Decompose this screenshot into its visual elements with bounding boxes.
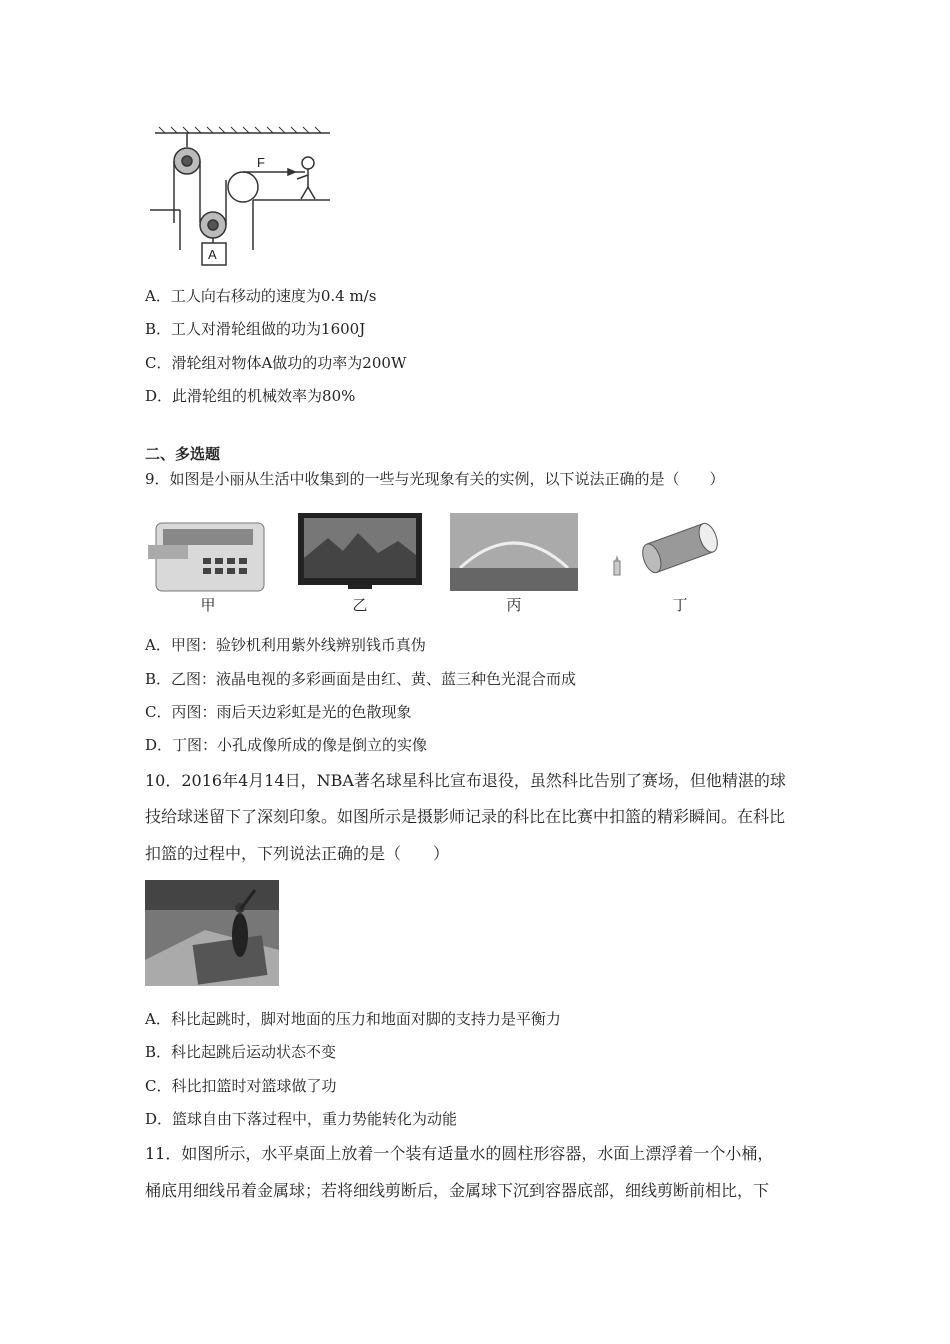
caption-jia: 甲 [200, 596, 216, 614]
q8-option-b: B．工人对滑轮组做的功为1600J [145, 320, 366, 338]
q8-option-c: C．滑轮组对物体A做功的功率为200W [145, 354, 407, 372]
q10-option-a: A．科比起跳时，脚对地面的压力和地面对脚的支持力是平衡力 [145, 1010, 561, 1028]
q10-stem-line-3: 扣篮的过程中，下列说法正确的是（ ） [145, 844, 450, 863]
q10-option-c: C．科比扣篮时对篮球做了功 [145, 1077, 337, 1095]
caption-yi: 乙 [352, 596, 368, 614]
q8-option-a: A．工人向右移动的速度为0.4 m/s [145, 287, 377, 305]
q9-option-b: B．乙图：液晶电视的多彩画面是由红、黄、蓝三种色光混合而成 [145, 670, 577, 688]
block-label: A [208, 247, 217, 262]
caption-ding: 丁 [672, 596, 688, 614]
lcd-tv-image [298, 513, 422, 589]
q10-stem-line-1: 10．2016年4月14日，NBA著名球星科比宣布退役，虽然科比告别了赛场，但他精湛的球 [145, 771, 786, 790]
q8-option-d: D．此滑轮组的机械效率为80% [145, 387, 356, 405]
q11-stem-line-2: 桶底用细线吊着金属球；若将细线剪断后，金属球下沉到容器底部，细线剪断前相比，下 [145, 1181, 770, 1200]
q9-option-a: A．甲图：验钞机利用紫外线辨别钱币真伪 [145, 636, 426, 654]
force-label: F [257, 155, 265, 170]
money-detector-image [148, 513, 268, 593]
q9-stem: 9．如图是小丽从生活中收集到的一些与光现象有关的实例，以下说法正确的是（ ） [145, 470, 725, 488]
q9-option-d: D．丁图：小孔成像所成的像是倒立的实像 [145, 736, 428, 754]
q10-option-d: D．篮球自由下落过程中，重力势能转化为动能 [145, 1110, 458, 1128]
pulley-system-figure [145, 125, 335, 270]
q10-option-b: B．科比起跳后运动状态不变 [145, 1043, 337, 1061]
basketball-dunk-photo [145, 880, 279, 986]
section-title: 二、多选题 [145, 445, 221, 463]
pinhole-camera-image [610, 513, 725, 588]
q9-option-c: C．丙图：雨后天边彩虹是光的色散现象 [145, 703, 412, 721]
q11-stem-line-1: 11．如图所示，水平桌面上放着一个装有适量水的圆柱形容器，水面上漂浮着一个小桶， [145, 1144, 774, 1163]
rainbow-image [450, 513, 578, 591]
caption-bing: 丙 [506, 596, 522, 614]
q10-stem-line-2: 技给球迷留下了深刻印象。如图所示是摄影师记录的科比在比赛中扣篮的精彩瞬间。在科比 [145, 807, 786, 826]
